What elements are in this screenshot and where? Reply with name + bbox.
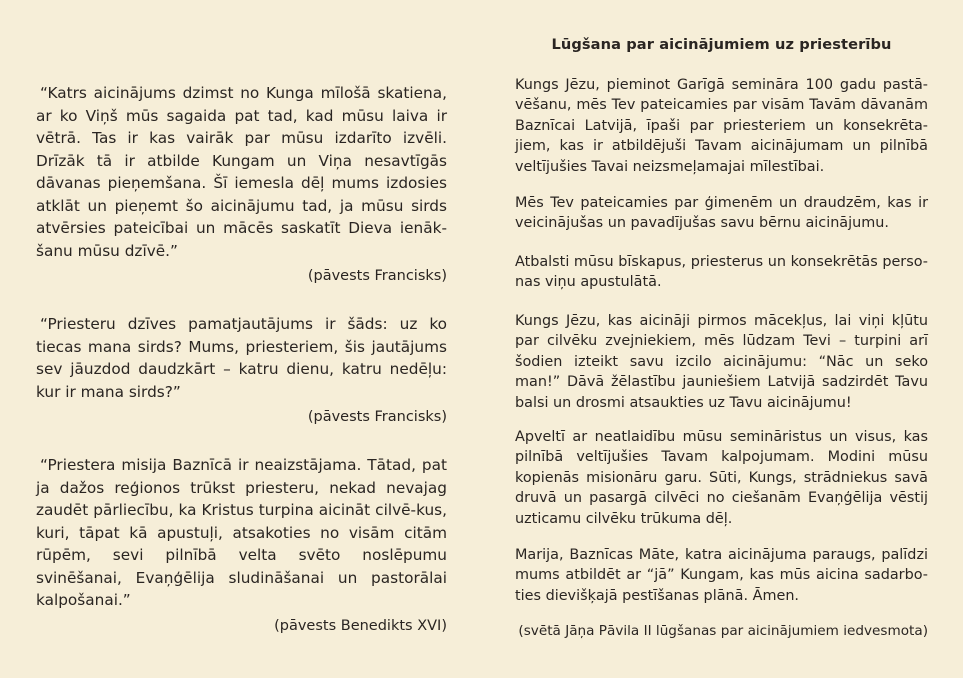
quotes-column [36, 0, 447, 678]
quote-text: “Priesteru dzīves pamatjautājums ir šāds: uz ko tiecas mana sirds? Mums, priesteriem, šis jautājums sev jāuzdod daudzkārt – katru dienu, katru nedēļu: kur ir mana sirds?” [36, 315, 447, 401]
prayer-paragraph: Marija, Baznīcas Māte, katra aicinājuma paraugs, palīdzi mums atbildēt ar “jā” Kungam, kas mūs aicina sadarbo-ties dievišķajā pestīšanas plānā. Āmen. [515, 547, 928, 604]
prayer-source-note: (svētā Jāņa Pāvila II lūgšanas par aicinājumiem iedvesmota) [518, 623, 928, 639]
quote-block [36, 313, 447, 429]
prayer-paragraph: Kungs Jēzu, kas aicināji pirmos mācekļus, lai viņi kļūtu par cilvēku zvejniekiem, mēs lūdzam Tevi – turpini arī šodien izteikt savu izcilo aicinājumu: “Nāc un seko man!” Dāvā žēlastību jauniešiem Latvijā sadzirdēt Tavu balsi un drosmi atsaukties uz Tavu aicinājumu! [515, 313, 928, 411]
quote-attribution: (pāvests Francisks) [307, 409, 447, 425]
quote-block [36, 454, 447, 637]
prayer-paragraph: Kungs Jēzu, pieminot Garīgā semināra 100 gadu pastā-vēšanu, mēs Tev pateicamies par visām Tavām dāvanām Baznīcai Latvijā, īpaši par priesteriem un konsekrēta-jiem, kas ir atbildējuši Tavam aicinājumam un pilnībā veltījušies Tavai neizsmeļamajai mīlestībai. [515, 77, 928, 175]
prayer-column [515, 0, 928, 678]
quote-attribution: (pāvests Francisks) [307, 268, 447, 284]
prayer-paragraph: Atbalsti mūsu bīskapus, priesterus un konsekrētās perso-nas viņu apustulātā. [515, 254, 928, 291]
quote-block [36, 82, 447, 288]
prayer-paragraph: Mēs Tev pateicamies par ģimenēm un draudzēm, kas ir veicinājušas un pavadījušas savu bērnu aicinājumu. [515, 195, 928, 232]
prayer-paragraph: Apveltī ar neatlaidību mūsu semināristus un visus, kas pilnībā veltījušies Tavam kalpojumam. Modini mūsu kopienās misionāru garu. Sūti, Kungs, strādniekus savā druvā un pasargā cilvēci no ciešanām Evaņģēlija vēstij uzticamu cilvēku trūkuma dēļ. [515, 429, 928, 527]
prayer-title: Lūgšana par aicinājumiem uz priesterību [551, 36, 892, 53]
quote-text: “Katrs aicinājums dzimst no Kunga mīlošā skatiena, ar ko Viņš mūs sagaida pat tad, kad mūsu laiva ir vētrā. Tas ir kas vairāk par mūsu izdarīto izvēli. Drīzāk tā ir atbilde Kungam un Viņa nesavtīgās dāvanas pieņemšana. Šī iemesla dēļ mums izdosies atklāt un pieņemt šo aicinājumu tad, ja mūsu sirds atvērsies pateicībai un mācēs saskatīt Dieva ienāk-šanu mūsu dzīvē.” [36, 84, 447, 260]
quote-attribution: (pāvests Benedikts XVI) [274, 617, 447, 634]
quote-text: “Priestera misija Baznīcā ir neaizstājama. Tātad, pat ja dažos reģionos trūkst priesteru, nekad nevajag zaudēt pārliecību, ka Kristus turpina aicināt cilvē-kus, kuri, tāpat kā apustuļi, atsakoties no visām citām rūpēm, sevi pilnībā velta svēto noslēpumu svinēšanai, Evaņģēlija sludināšanai un pastorālai kalpošanai.” [36, 456, 447, 609]
